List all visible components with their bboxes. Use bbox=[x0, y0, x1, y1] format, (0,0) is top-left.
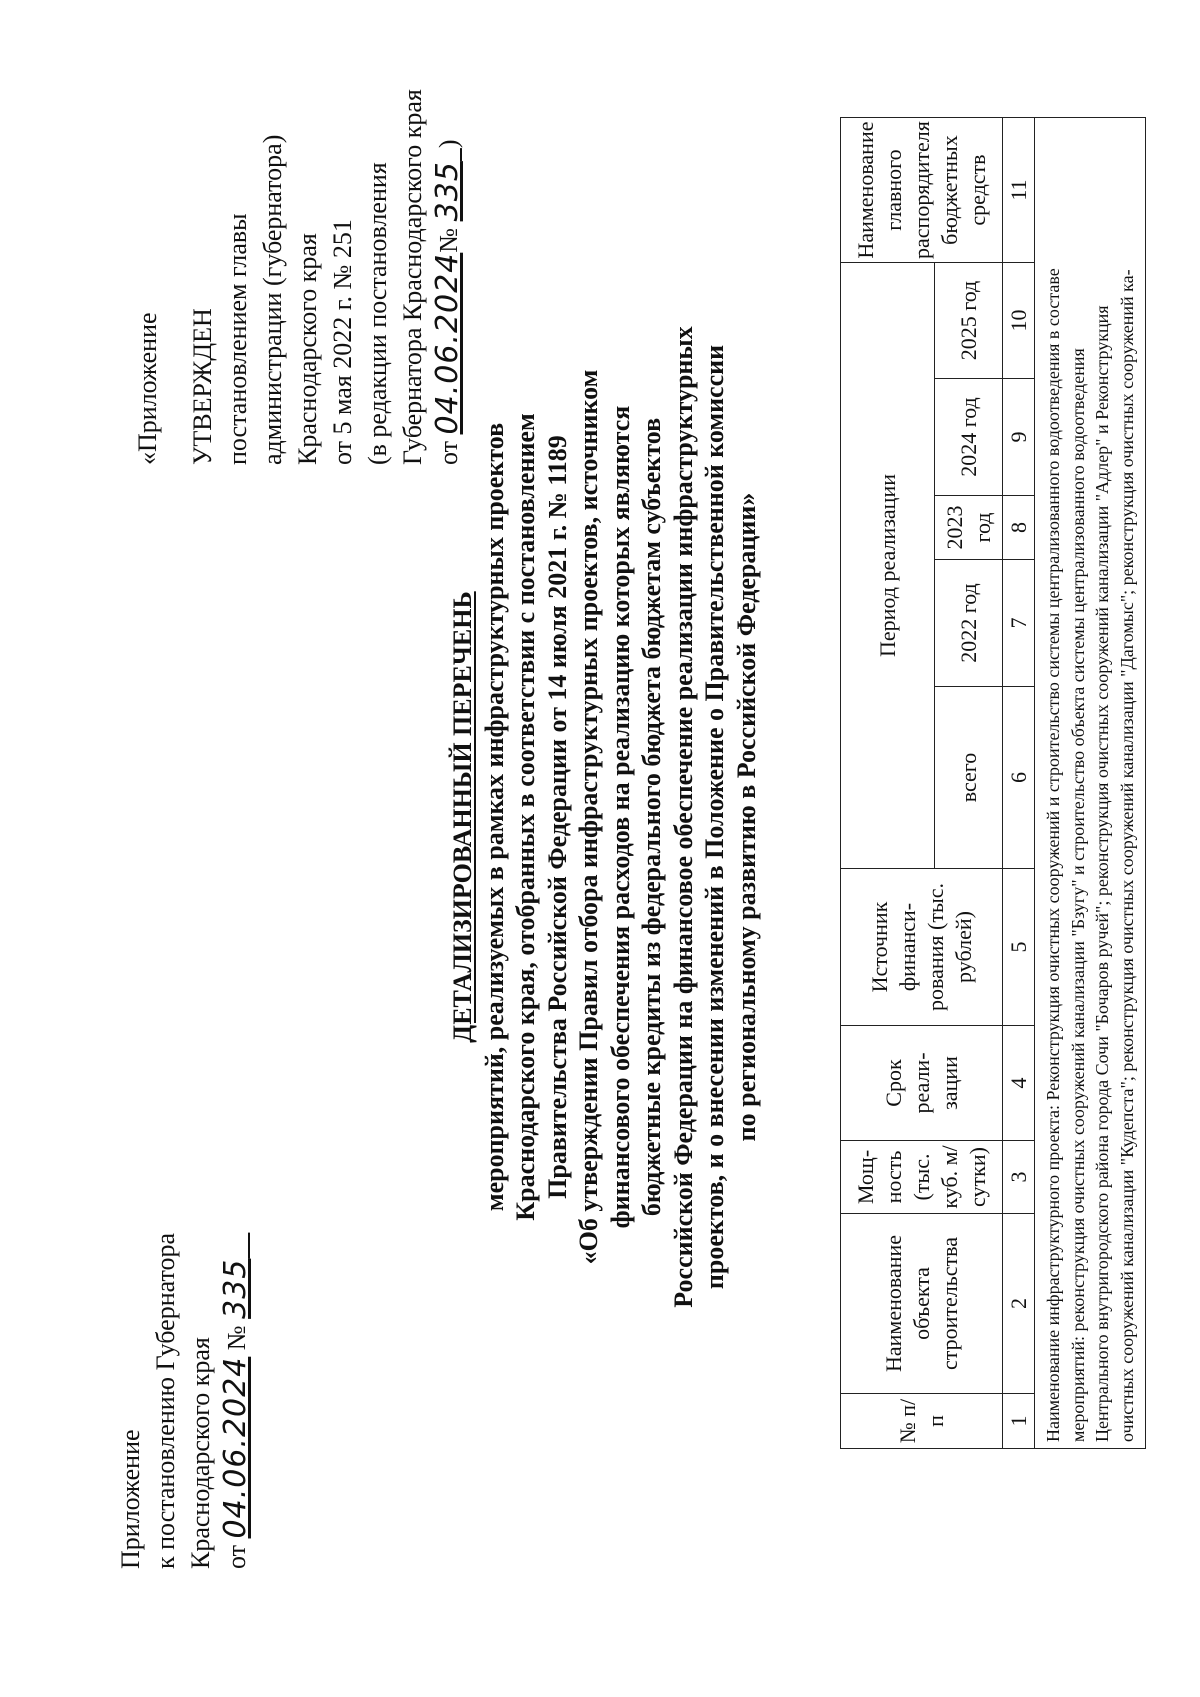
title-line: проектов, и о внесении изменений в Положение о Правительственной комиссии bbox=[700, 344, 729, 1290]
date-prefix: от bbox=[222, 1544, 251, 1569]
column-number: 8 bbox=[1003, 496, 1035, 560]
annex-left-line: Приложение bbox=[116, 1429, 145, 1569]
column-number: 6 bbox=[1003, 687, 1035, 869]
column-number: 1 bbox=[1003, 1394, 1035, 1449]
column-number: 9 bbox=[1003, 379, 1035, 496]
title-line: бюджетные кредиты из федерального бюджета бюджетам субъектов bbox=[637, 417, 666, 1217]
title-line: по региональному развитию в Российской Федерации» bbox=[731, 492, 761, 1142]
approved-line: постановлением главы bbox=[223, 213, 252, 465]
column-number: 2 bbox=[1003, 1214, 1035, 1394]
handwritten-date: 04.06.2024 bbox=[430, 252, 465, 435]
document-title-block bbox=[447, 182, 762, 1452]
project-description-line: Центрального внутригородского района города Сочи "Бочаров ручей"; реконструкция очистных сооружений канализации "Адлер" и Реконструкция bbox=[1092, 305, 1112, 1442]
title-line: «Об утверждении Правил отбора инфраструктурных проектов, источником bbox=[574, 369, 603, 1265]
number-prefix: № bbox=[434, 227, 463, 253]
date-prefix: от bbox=[434, 440, 463, 465]
project-description-line: Наименование инфраструктурного проекта: Реконструкция очистных сооружений и строительство системы централизованного водоотведения в составе bbox=[1043, 268, 1063, 1442]
approved-line: Губернатора Краснодарского края bbox=[398, 89, 427, 465]
number-prefix: № bbox=[222, 1325, 251, 1351]
column-number: 5 bbox=[1003, 869, 1035, 1026]
approved-line: Краснодарского края bbox=[293, 233, 322, 465]
header-period: Период реализации bbox=[841, 263, 935, 869]
approved-line: (в редакции постановления bbox=[363, 162, 392, 465]
header-manager: Наименование главного распорядителя бюджетных средств bbox=[841, 118, 1003, 263]
column-number: 7 bbox=[1003, 560, 1035, 687]
handwritten-date: 04.06.2024 bbox=[218, 1356, 253, 1539]
column-number: 10 bbox=[1003, 263, 1035, 379]
header-num: № п/п bbox=[841, 1394, 1003, 1449]
underline-filler bbox=[434, 148, 463, 161]
title-line: финансового обеспечения расходов на реализацию которых являются bbox=[605, 405, 635, 1229]
projects-table bbox=[840, 117, 1146, 1449]
project-description-line: очистных сооружений канализации "Кудепста"; реконструкция очистных сооружений канализации "Дагомыс"; реконструкция очистных сооружений ка- bbox=[1116, 269, 1137, 1442]
annex-left-block bbox=[113, 1233, 254, 1569]
annex-left-line: к постановлению Губернатора bbox=[151, 1232, 180, 1569]
approved-line: УТВЕРЖДЕН bbox=[188, 308, 217, 465]
closing-paren: ) bbox=[434, 139, 463, 149]
approved-line: администрации (губернатора) bbox=[258, 134, 287, 465]
title-line: мероприятий, реализуемых в рамках инфраструктурных проектов bbox=[479, 422, 509, 1212]
header-object-name: Наименование объекта строительства bbox=[841, 1214, 1003, 1394]
header-term: Срок реали- зации bbox=[841, 1026, 1003, 1141]
annex-left-date-line bbox=[218, 1233, 254, 1569]
column-number: 11 bbox=[1003, 118, 1035, 263]
header-capacity: Мощ- ность (тыс. куб. м/ сутки) bbox=[841, 1141, 1003, 1214]
title-line: Краснодарского края, отобранных в соответствии с постановлением bbox=[511, 413, 540, 1221]
column-number: 4 bbox=[1003, 1026, 1035, 1141]
handwritten-number: 335 bbox=[430, 161, 465, 222]
project-description-line: мероприятий: реконструкция очистных сооружений канализации "Бзугу" и строительство объекта системы централизованного водоотведения bbox=[1067, 348, 1088, 1442]
header-2022: 2022 год bbox=[935, 560, 1003, 687]
annex-right-label: «Приложение bbox=[133, 312, 162, 465]
project-description-cell bbox=[1035, 118, 1146, 1449]
header-2023: 2023 год bbox=[935, 496, 1003, 560]
title-line: Российской Федерации на финансовое обеспечение реализации инфраструктурных bbox=[668, 326, 698, 1308]
document-title: ДЕТАЛИЗИРОВАННЫЙ ПЕРЕЧЕНЬ bbox=[448, 591, 477, 1043]
annex-left-line: Краснодарского края bbox=[186, 1337, 215, 1569]
title-line: Правительства Российской Федерации от 14 июля 2021 г. № 1189 bbox=[542, 435, 572, 1199]
underline-filler bbox=[222, 1233, 251, 1259]
header-total: всего bbox=[935, 687, 1003, 869]
approved-line: от 5 мая 2022 г. № 251 bbox=[328, 219, 357, 465]
handwritten-number: 335 bbox=[218, 1258, 253, 1319]
header-source: Источник финанси- рования (тыс. рублей) bbox=[841, 869, 1003, 1026]
header-2024: 2024 год bbox=[935, 379, 1003, 496]
column-number: 3 bbox=[1003, 1141, 1035, 1214]
approved-block bbox=[185, 89, 466, 465]
header-2025: 2025 год bbox=[935, 263, 1003, 379]
